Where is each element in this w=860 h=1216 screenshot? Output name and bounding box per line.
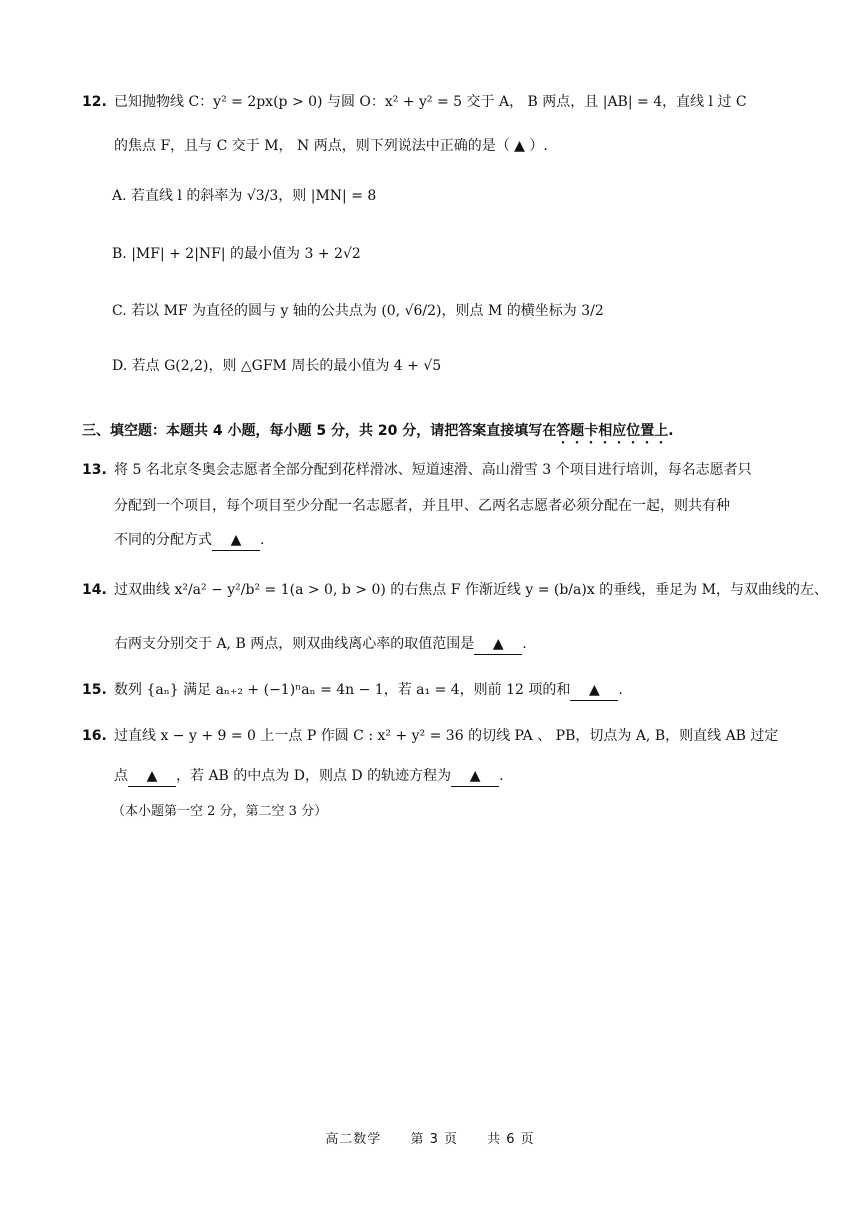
question-15 [82, 680, 782, 710]
answer-blank: ▲ [570, 680, 618, 701]
question-number: 14. [82, 582, 107, 598]
answer-blank-1: ▲ [128, 766, 176, 787]
scoring-note: （本小题第一空 2 分，第二空 3 分） [112, 804, 328, 819]
question-stem-text: 数列 {aₙ} 满足 aₙ₊₂ + (−1)ⁿaₙ = 4n − 1，若 a₁ = 4，则前 12 项的和 [114, 682, 571, 698]
period: . [522, 636, 527, 652]
question-stem-line-2: 分配到一个项目，每个项目至少分配一名志愿者，并且甲、乙两名志愿者必须分配在一起，则共有种 [114, 498, 730, 514]
option-d: D. 若点 G(2,2)，则 △GFM 周长的最小值为 4 + √5 [112, 358, 442, 374]
question-number: 16. [82, 728, 107, 744]
question-stem-line-1: 过双曲线 x²/a² − y²/b² = 1(a > 0, b > 0) 的右焦点 F 作渐近线 y = (b/a)x 的垂线，垂足为 M，与双曲线的左、 [114, 582, 828, 598]
question-13 [82, 460, 782, 560]
question-stem-line-1: 过直线 x − y + 9 = 0 上一点 P 作圆 C : x² + y² = 36 的切线 PA 、 PB，切点为 A, B，则直线 AB 过定 [114, 728, 779, 744]
question-stem-line-1: 将 5 名北京冬奥会志愿者全部分配到花样滑冰、短道速滑、高山滑雪 3 个项目进行培训，每名志愿者只 [114, 462, 752, 478]
period: . [618, 682, 623, 698]
question-12 [82, 92, 782, 382]
question-stem-text: 右两支分别交于 A, B 两点，则双曲线离心率的取值范围是 [114, 636, 475, 652]
period: . [499, 768, 504, 784]
question-number: 12. [82, 94, 107, 110]
question-stem-text: ，若 AB 的中点为 D，则点 D 的轨迹方程为 [176, 768, 452, 784]
period: . [260, 532, 265, 548]
question-16 [82, 726, 782, 796]
question-stem-text: 不同的分配方式 [114, 532, 212, 548]
question-stem-line-2: 的焦点 F，且与 C 交于 M， N 两点，则下列说法中正确的是（ ▲ ）. [114, 138, 548, 154]
section-heading-emphasis: 答题卡相应位置上 [556, 423, 669, 439]
option-b: B. |MF| + 2|NF| 的最小值为 3 + 2√2 [112, 246, 361, 262]
question-14 [82, 580, 828, 660]
question-stem-line-2 [114, 634, 527, 655]
answer-blank-2: ▲ [451, 766, 499, 787]
page-footer [0, 1128, 860, 1147]
question-stem-line-2 [114, 766, 504, 787]
footer-subject: 高二数学 [325, 1132, 382, 1147]
section-heading [82, 420, 674, 447]
footer-page-number: 第 3 页 [410, 1132, 458, 1147]
question-stem-line-3 [114, 530, 264, 551]
answer-blank: ▲ [474, 634, 522, 655]
section-heading-prefix: 三、填空题：本题共 4 小题，每小题 5 分，共 20 分，请把答案直接填写在 [82, 423, 557, 439]
question-number: 13. [82, 462, 107, 478]
answer-blank: ▲ [212, 530, 260, 551]
question-stem-text: 点 [114, 768, 128, 784]
question-stem-line-1: 已知抛物线 C：y² = 2px(p > 0) 与圆 O：x² + y² = 5 交于 A， B 两点，且 |AB| = 4，直线 l 过 C [114, 94, 747, 110]
option-c: C. 若以 MF 为直径的圆与 y 轴的公共点为 (0, √6/2)，则点 M 的横坐标为 3/2 [112, 303, 604, 319]
footer-total-pages: 共 6 页 [487, 1132, 535, 1147]
question-number: 15. [82, 682, 107, 698]
question-stem-line-1 [114, 680, 623, 701]
section-heading-suffix: . [668, 423, 674, 439]
option-a: A. 若直线 l 的斜率为 √3/3，则 |MN| = 8 [112, 188, 377, 204]
